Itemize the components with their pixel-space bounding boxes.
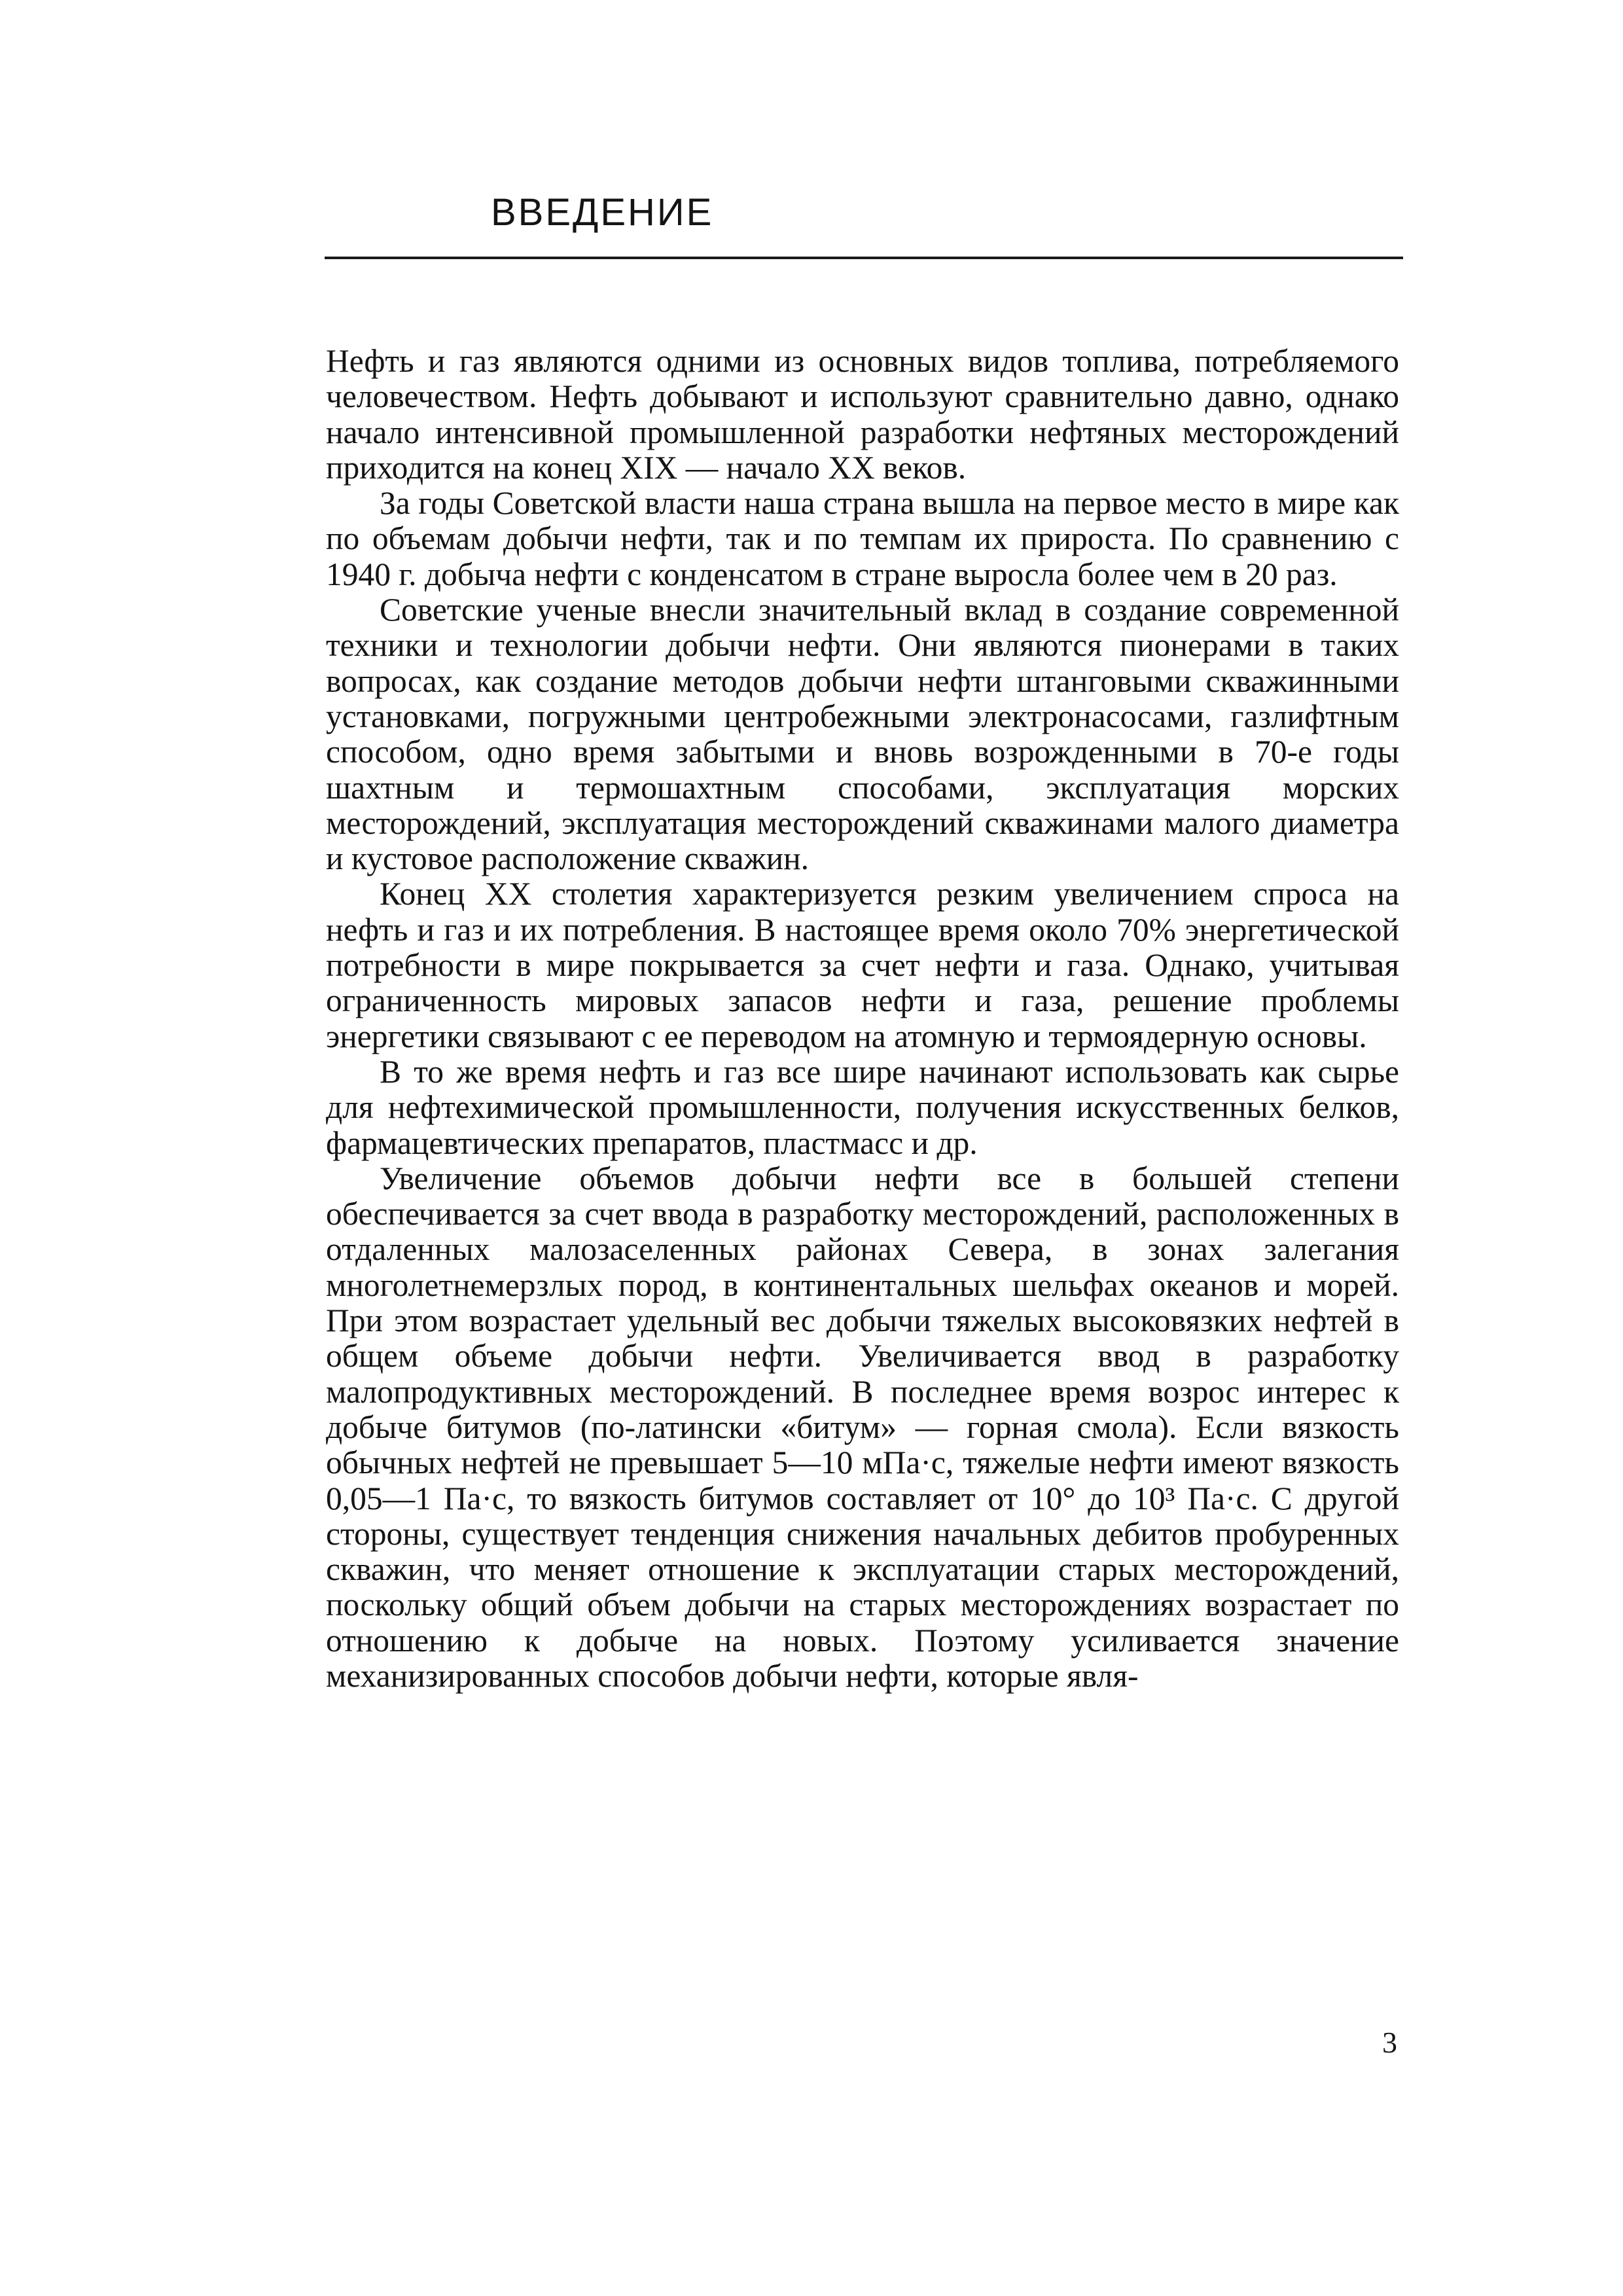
page-number: 3 [1382,2026,1397,2059]
body-text [326,344,1399,1694]
paragraph-3: Советские ученые внесли значительный вклад в создание современной техники и технологии добычи нефти. Они являются пионерами в таких вопросах, как создание методов добычи нефти штанговыми скважинными установками, погружными центробежными электронасосами, газлифтным способом, одно время забытыми и вновь возрожденными в 70-е годы шахтным и термошахтным способами, эксплуатация морских месторождений, эксплуатация месторождений скважинами малого диаметра и кустовое расположение скважин. [326,592,1399,877]
chapter-heading: ВВЕДЕНИЕ [491,191,714,234]
paragraph-1: Нефть и газ являются одними из основных видов топлива, потребляемого человечеством. Нефть добывают и используют сравнительно давно, однако начало интенсивной промышленной разработки нефтяных месторождений приходится на конец XIX — начало XX веков. [326,343,1399,486]
paragraph-6: Увеличение объемов добычи нефти все в большей степени обеспечивается за счет ввода в разработку месторождений, расположенных в отдаленных малозаселенных районах Севера, в зонах залегания многолетнемерзлых пород, в континентальных шельфах океанов и морей. При этом возрастает удельный вес добычи тяжелых высоковязких нефтей в общем объеме добычи нефти. Увеличивается ввод в разработку малопродуктивных месторождений. В последнее время возрос интерес к добыче битумов (по-латински «битум» — горная смола). Если вязкость обычных нефтей не превышает 5—10 мПа·с, тяжелые нефти имеют вязкость 0,05—1 Па·с, то вязкость битумов составляет от 10° до 10³ Па·с. С другой стороны, существует тенденция снижения начальных дебитов пробуренных скважин, что меняет отношение к эксплуатации старых месторождений, поскольку общий объем добычи на старых месторождениях возрастает по отношению к добыче на новых. Поэтому усиливается значение механизированных способов добычи нефти, которые явля- [326,1160,1399,1694]
paragraph-5: В то же время нефть и газ все шире начинают использовать как сырье для нефтехимической промышленности, получения искусственных белков, фармацевтических препаратов, пластмасс и др. [326,1053,1399,1161]
paragraph-4: Конец XX столетия характеризуется резким увеличением спроса на нефть и газ и их потребления. В настоящее время около 70% энергетической потребности в мире покрывается за счет нефти и газа. Однако, учитывая ограниченность мировых запасов нефти и газа, решение проблемы энергетики связывают с ее переводом на атомную и термоядерную основы. [326,876,1399,1054]
paragraph-2: За годы Советской власти наша страна вышла на первое место в мире как по объемам добычи нефти, так и по темпам их прироста. По сравнению с 1940 г. добыча нефти с конденсатом в стране выросла более чем в 20 раз. [326,485,1399,592]
heading-rule [325,257,1403,259]
